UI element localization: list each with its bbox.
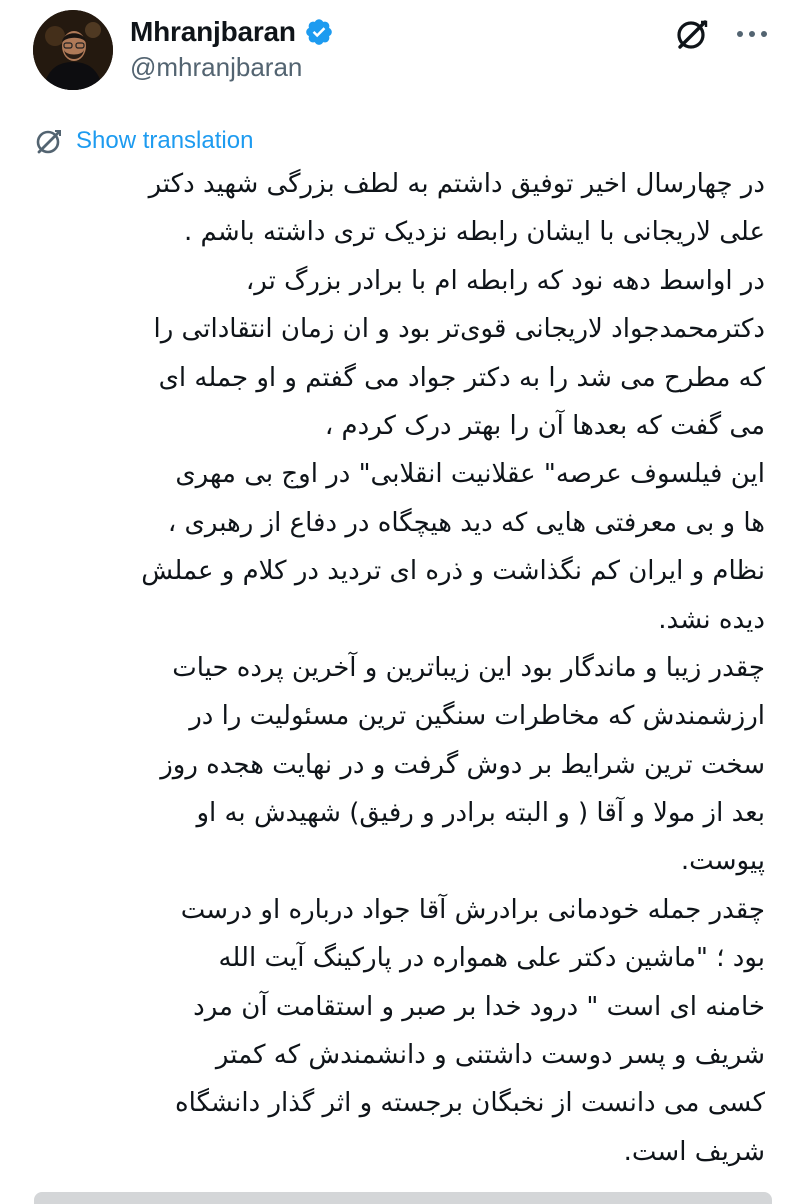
more-horizontal-icon[interactable] [728, 14, 776, 54]
tweet-line: خامنه ای است " درود خدا بر صبر و استقامت آن مرد [193, 991, 765, 1022]
avatar-photo [33, 10, 113, 90]
media-card-edge [34, 1192, 772, 1204]
tweet-line: در چهارسال اخیر توفیق داشتم به لطف بزرگی شهید دکتر [148, 169, 765, 199]
verified-badge-icon [304, 17, 334, 47]
tweet-line: چقدر زیبا و ماندگار بود این زیباترین و آخرین پرده حیات [172, 652, 765, 683]
tweet-line: علی لاریجانی با ایشان رابطه نزدیک تری داشته باشم . [183, 217, 765, 248]
tweet-line: کسی می دانست از نخبگان برجسته و اثر گذار دانشگاه [175, 1088, 765, 1119]
tweet-line: پیوست. [680, 846, 765, 877]
author-handle[interactable]: @mhranjbaran [130, 52, 303, 82]
tweet-line: این فیلسوف عرصه" عقلانیت انقلابی" در اوج بی مهری [175, 459, 765, 490]
tweet-text [20, 160, 765, 1176]
author-name-row[interactable] [130, 12, 334, 52]
show-translation-label[interactable]: Show translation [76, 127, 254, 154]
tweet-line: نظام و ایران کم نگذاشت و ذره ای تردید در کلام و عملش [141, 556, 765, 587]
tweet-line: سخت ترین شرایط بر دوش گرفت و در نهایت هجده روز [160, 749, 765, 780]
tweet-line: شریف است. [623, 1136, 765, 1167]
tweet-line: بود ؛ "ماشین دکتر علی همواره در پارکینگ آیت الله [218, 943, 765, 974]
avatar[interactable] [33, 10, 113, 90]
tweet-line: دکترمحمدجواد لاریجانی قوی‌تر بود و ان زمان انتقاداتی را [153, 314, 765, 345]
tweet-line: چقدر جمله خودمانی برادرش آقا جواد درباره او درست [180, 894, 765, 925]
tweet-line: می گفت که بعدها آن را بهتر درک کردم ، [324, 410, 765, 441]
tweet-line: شریف و پسر دوست داشتنی و دانشمندش که کمتر [215, 1040, 765, 1071]
show-translation-button[interactable] [34, 123, 253, 159]
globe-translate-icon [34, 126, 64, 156]
tweet-line: در اواسط دهه نود که رابطه ام با برادر بزرگ تر، [245, 265, 765, 296]
tweet-line: دیده نشد. [658, 604, 765, 635]
tweet-line: که مطرح می شد را به دکتر جواد می گفتم و او جمله ای [158, 362, 765, 393]
tweet-line: بعد از مولا و آقا ( و البته برادر و رفیق) شهیدش به او [196, 798, 765, 829]
display-name[interactable]: Mhranjbaran [130, 16, 296, 47]
tweet-line: ارزشمندش که مخاطرات سنگین ترین مسئولیت را در [189, 701, 765, 732]
tweet-line: ها و بی معرفتی هایی که دید هیچگاه در دفاع از رهبری ، [167, 507, 765, 538]
grok-icon[interactable] [672, 14, 712, 54]
